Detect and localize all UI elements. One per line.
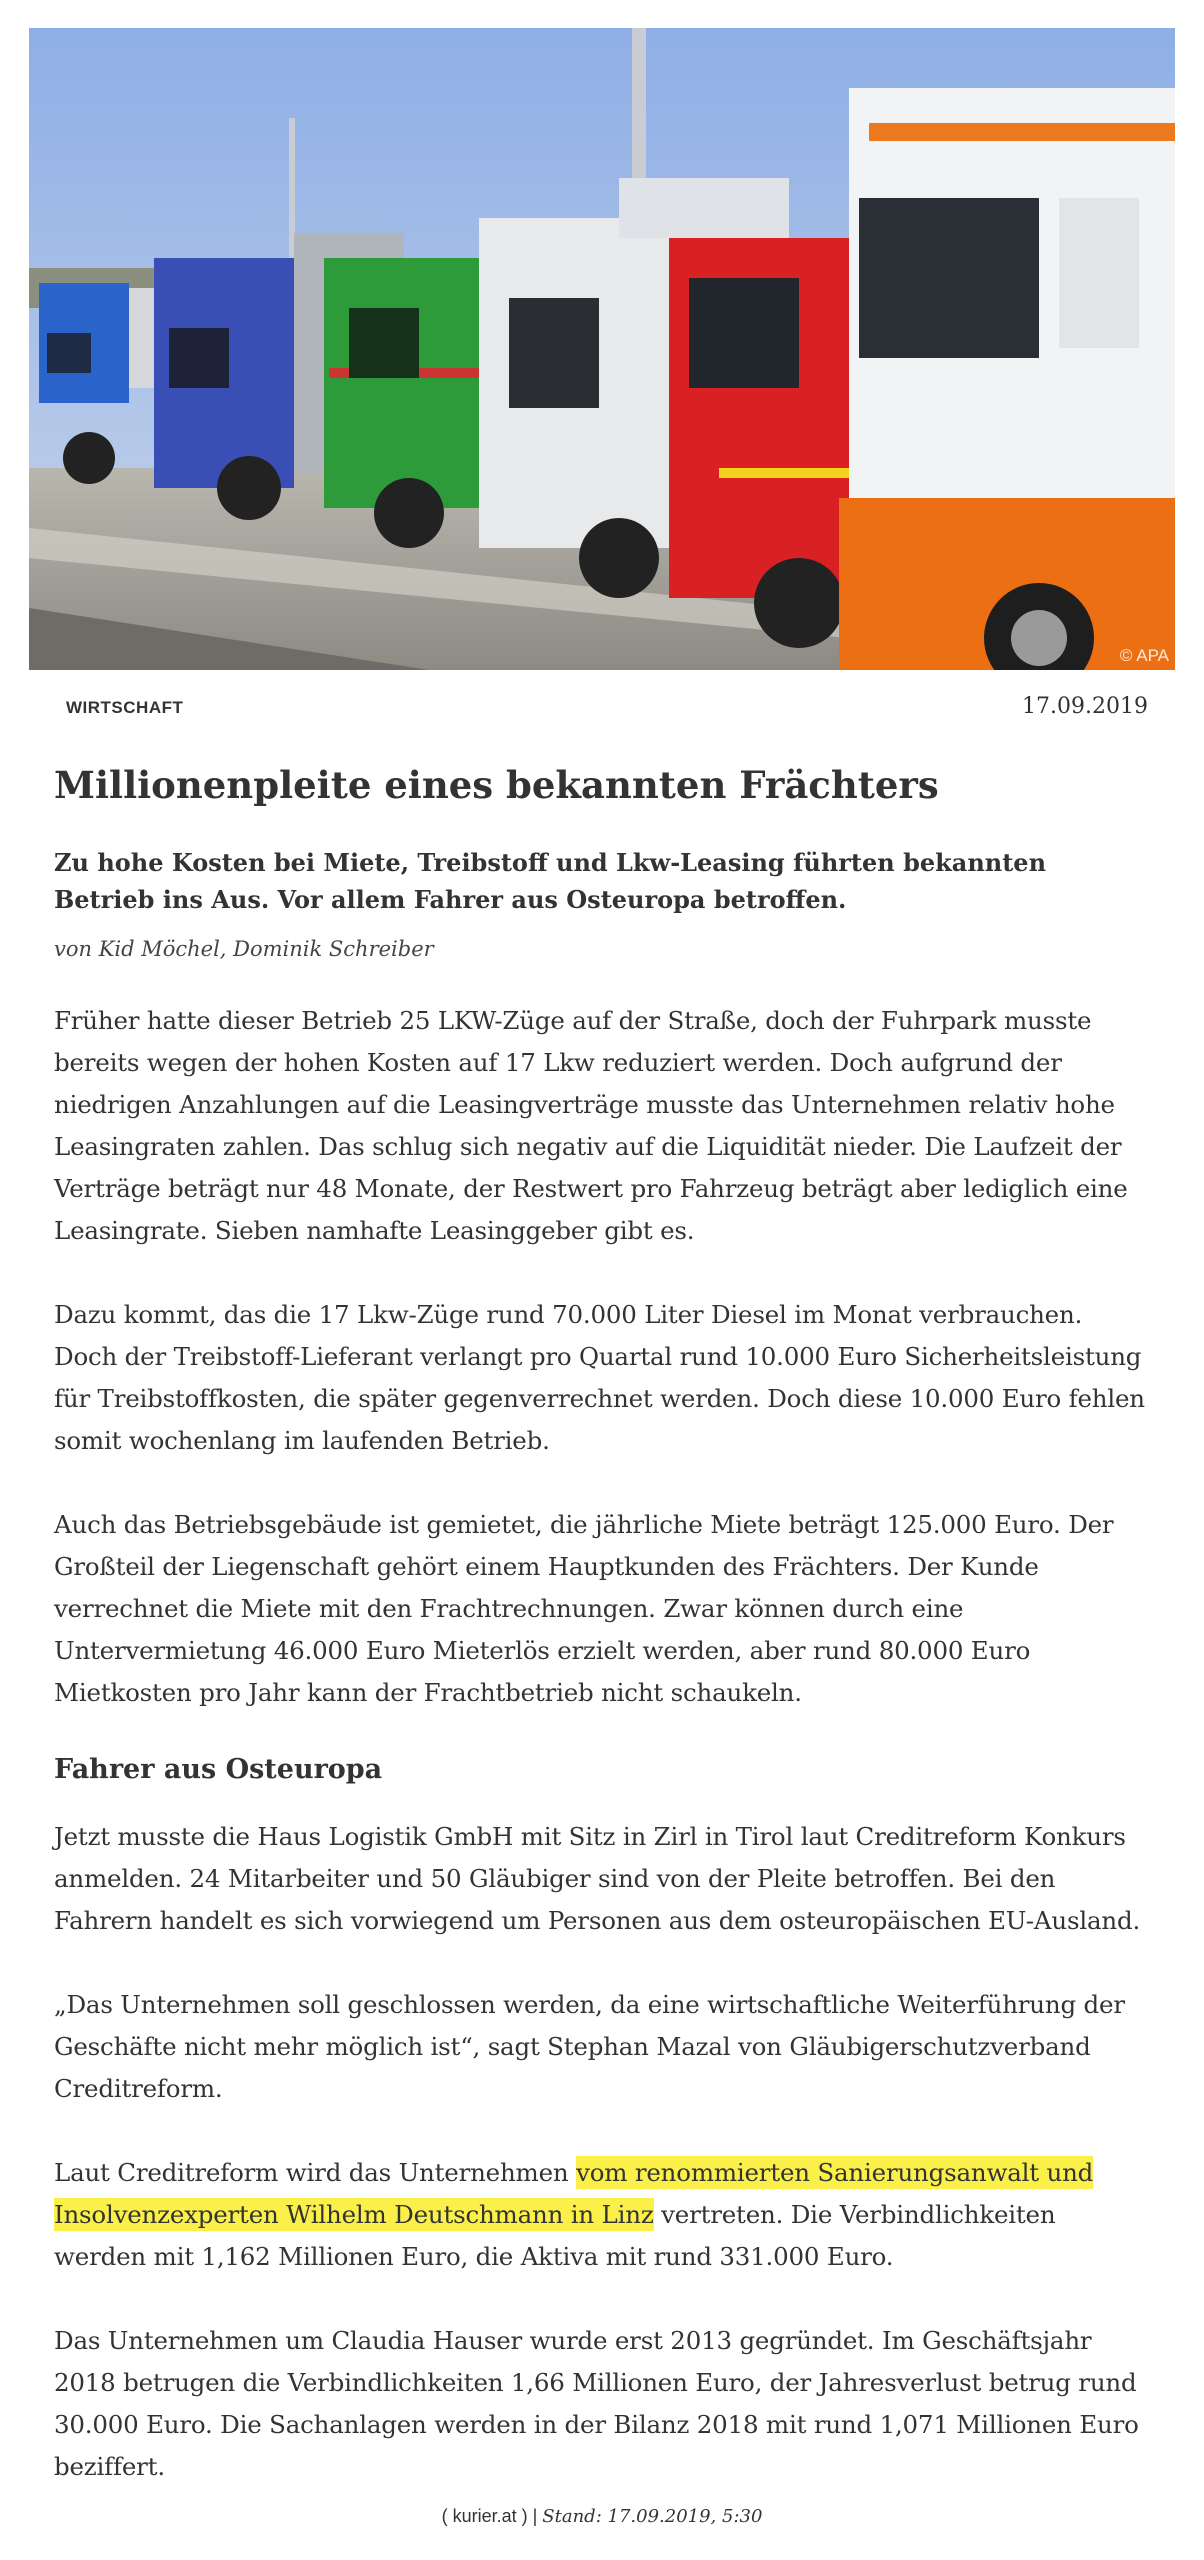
publish-date: 17.09.2019: [1022, 694, 1148, 719]
article-author: von Kid Möchel, Dominik Schreiber: [54, 937, 434, 961]
paragraph-text-after: vertreten. Die Verbindlichkeiten werden mit 1,162 Millionen Euro, die Aktiva mit rund 331.000 Euro.: [54, 2200, 1056, 2271]
paragraph: Dazu kommt, das die 17 Lkw-Züge rund 70.000 Liter Diesel im Monat verbrauchen. Doch der Treibstoff-Lieferant verlangt pro Quartal rund 10.000 Euro Sicherheitsleistung für Treibstoffkosten, die später gegenverrechnet werden. Doch diese 10.000 Euro fehlen somit wochenlang im laufenden Betrieb.: [54, 1300, 1145, 1455]
trucks-illustration: [29, 28, 1175, 670]
paragraph: Jetzt musste die Haus Logistik GmbH mit Sitz in Zirl in Tirol laut Creditreform Konkurs anmelden. 24 Mitarbeiter und 50 Gläubiger sind von der Pleite betroffen. Bei den Fahrern handelt es sich vorwiegend um Personen aus dem osteuropäischen EU-Ausland.: [54, 1822, 1141, 1935]
stand-timestamp: Stand: 17.09.2019, 5:30: [542, 2506, 763, 2527]
section-heading: Fahrer aus Osteuropa: [54, 1754, 383, 1785]
paragraph: Das Unternehmen um Claudia Hauser wurde erst 2013 gegründet. Im Geschäftsjahr 2018 betrugen die Verbindlichkeiten 1,66 Millionen Euro, der Jahresverlust betrug rund 30.000 Euro. Die Sachanlagen werden in der Bilanz 2018 mit rund 1,071 Millionen Euro beziffert.: [54, 2326, 1139, 2481]
article-lead: Zu hohe Kosten bei Miete, Treibstoff und Lkw-Leasing führten bekannten Betrieb ins Aus. Vor allem Fahrer aus Osteuropa betroffen.: [54, 848, 1047, 914]
paragraph: Auch das Betriebsgebäude ist gemietet, die jährliche Miete beträgt 125.000 Euro. Der Großteil der Liegenschaft gehört einem Hauptkunden des Frächters. Der Kunde verrechnet die Miete mit den Frachtrechnungen. Zwar können durch eine Untervermietung 46.000 Euro Mieterlös erzielt werden, aber rund 80.000 Euro Mietkosten pro Jahr kann der Frachtbetrieb nicht schaukeln.: [54, 1510, 1114, 1707]
article-meta: [66, 694, 1148, 726]
quote-paragraph: „Das Unternehmen soll geschlossen werden, da eine wirtschaftliche Weiterführung der Geschäfte nicht mehr möglich ist“, sagt Stephan Mazal von Gläubigerschutzverband Creditreform.: [54, 1990, 1125, 2103]
image-credit: © APA: [1119, 646, 1169, 665]
article-title: Millionenpleite eines bekannten Frächters: [54, 763, 939, 807]
article-footer: [0, 2506, 1204, 2527]
source-link[interactable]: ( kurier.at ): [441, 2506, 528, 2526]
category-label[interactable]: WIRTSCHAFT: [66, 698, 184, 717]
highlighted-paragraph: [54, 2152, 1148, 2278]
highlighted-text: vom renommierten Sanierungsanwalt und Insolvenzexperten Wilhelm Deutschmann in Linz: [54, 2158, 1094, 2229]
paragraph: Früher hatte dieser Betrieb 25 LKW-Züge auf der Straße, doch der Fuhrpark musste bereits wegen der hohen Kosten auf 17 Lkw reduziert werden. Doch aufgrund der niedrigen Anzahlungen auf die Leasingverträge musste das Unternehmen relativ hohe Leasingraten zahlen. Das schlug sich negativ auf die Liquidität nieder. Die Laufzeit der Verträge beträgt nur 48 Monate, der Restwert pro Fahrzeug beträgt aber lediglich eine Leasingrate. Sieben namhafte Leasinggeber gibt es.: [54, 1006, 1128, 1245]
paragraph-text-before: Laut Creditreform wird das Unternehmen: [54, 2158, 577, 2187]
hero-image: [29, 28, 1175, 670]
article-body: [54, 760, 1148, 2530]
footer-separator: |: [527, 2506, 543, 2526]
